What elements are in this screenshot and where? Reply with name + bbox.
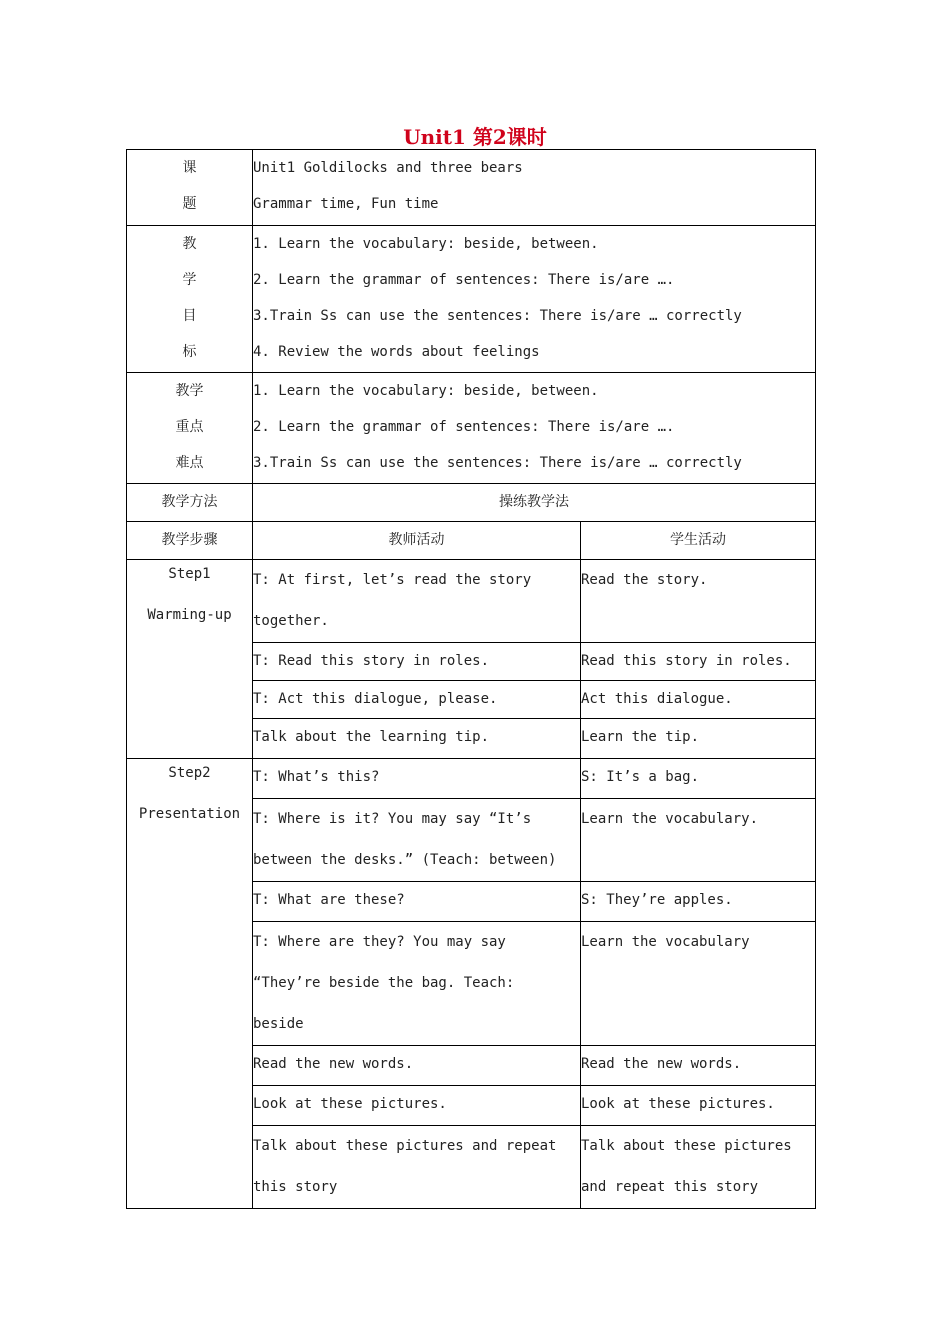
teacher-activity (253, 759, 581, 799)
lesson-plan-table (126, 149, 816, 1209)
key-point-line: 3.Train Ss can use the sentences: There is/are … correctly (253, 455, 742, 471)
method-value: 操练教学法 (253, 484, 816, 522)
student-activity (581, 922, 816, 1046)
activity-line: Learn the tip. (581, 729, 700, 745)
key-point-line: 2. Learn the grammar of sentences: There is/are …. (253, 419, 675, 435)
activity-line: Learn the vocabulary. (581, 811, 759, 827)
teacher-activity (253, 1046, 581, 1086)
teacher-activity (253, 681, 581, 719)
activity-line: Read the new words. (253, 1056, 414, 1072)
objectives-label (127, 226, 253, 373)
teacher-activity (253, 560, 581, 643)
topic-line: Grammar time, Fun time (253, 196, 439, 212)
step-stage: Presentation (138, 806, 241, 822)
student-activity (581, 1086, 816, 1126)
objectives-row (127, 226, 816, 373)
step2-row (127, 759, 816, 799)
teacher-activity (253, 1126, 581, 1209)
student-activity (581, 799, 816, 882)
activity-line: S: They’re apples. (581, 892, 733, 908)
student-activity (581, 560, 816, 643)
teacher-activity (253, 1086, 581, 1126)
student-activity (581, 681, 816, 719)
student-activity (581, 1046, 816, 1086)
step2-label (127, 759, 253, 1209)
method-label: 教学方法 (127, 484, 253, 522)
student-activity (581, 719, 816, 759)
teacher-activity (253, 922, 581, 1046)
key-point-line: 1. Learn the vocabulary: beside, between. (253, 383, 599, 399)
label-char: 教 (182, 236, 197, 252)
activity-line: T: What’s this? (253, 769, 380, 785)
label-char: 题 (182, 196, 197, 212)
topic-row (127, 150, 816, 226)
objective-line: 2. Learn the grammar of sentences: There is/are …. (253, 272, 675, 288)
objective-line: 4. Review the words about feelings (253, 344, 540, 360)
activity-line: this story (253, 1179, 338, 1195)
key-points-label (127, 373, 253, 484)
activity-line: beside (253, 1016, 304, 1032)
activity-line: and repeat this story (581, 1179, 759, 1195)
step1-row (127, 560, 816, 643)
page-title: Unit1 第2课时 (403, 125, 547, 149)
activity-line: Read this story in roles. (581, 653, 792, 669)
activity-line: Look at these pictures. (253, 1096, 447, 1112)
activity-line: between the desks.” (Teach: between) (253, 852, 557, 868)
label-char: 重点 (175, 419, 204, 435)
step-name: Step1 (168, 566, 211, 582)
activity-line: S: It’s a bag. (581, 769, 700, 785)
teacher-activity (253, 882, 581, 922)
steps-header-label: 教学步骤 (127, 522, 253, 560)
label-char: 标 (182, 344, 197, 360)
activity-line: T: Act this dialogue, please. (253, 691, 498, 707)
activity-line: T: What are these? (253, 892, 405, 908)
topic-line: Unit1 Goldilocks and three bears (253, 160, 523, 176)
step-name: Step2 (168, 765, 211, 781)
label-char: 课 (182, 160, 197, 176)
teacher-activity-header: 教师活动 (253, 522, 581, 560)
student-activity (581, 643, 816, 681)
teacher-activity (253, 643, 581, 681)
activity-line: Read the story. (581, 572, 708, 588)
objective-line: 1. Learn the vocabulary: beside, between. (253, 236, 599, 252)
activity-line: T: Where is it? You may say “It’s (253, 811, 532, 827)
activity-line: Look at these pictures. (581, 1096, 775, 1112)
label-char: 难点 (175, 455, 204, 471)
student-activity (581, 882, 816, 922)
label-char: 学 (182, 272, 197, 288)
label-char: 目 (182, 308, 197, 324)
step-stage: Warming-up (147, 607, 232, 623)
activity-line: together. (253, 613, 329, 629)
activity-line: “They’re beside the bag. Teach: (253, 975, 515, 991)
activity-line: T: At first, let’s read the story (253, 572, 532, 588)
student-activity (581, 759, 816, 799)
step1-label (127, 560, 253, 759)
key-points-content (253, 373, 816, 484)
key-points-row (127, 373, 816, 484)
activity-line: Learn the vocabulary (581, 934, 750, 950)
method-row (127, 484, 816, 522)
teacher-activity (253, 799, 581, 882)
teacher-activity (253, 719, 581, 759)
topic-content (253, 150, 816, 226)
activity-line: T: Where are they? You may say (253, 934, 506, 950)
activity-line: Talk about the learning tip. (253, 729, 490, 745)
topic-label (127, 150, 253, 226)
activity-line: Read the new words. (581, 1056, 742, 1072)
activity-line: Talk about these pictures and repeat (253, 1138, 557, 1154)
student-activity (581, 1126, 816, 1209)
activity-line: T: Read this story in roles. (253, 653, 490, 669)
label-char: 教学 (175, 383, 204, 399)
student-activity-header: 学生活动 (581, 522, 816, 560)
steps-header-row (127, 522, 816, 560)
objective-line: 3.Train Ss can use the sentences: There is/are … correctly (253, 308, 742, 324)
activity-line: Act this dialogue. (581, 691, 733, 707)
objectives-content (253, 226, 816, 373)
activity-line: Talk about these pictures (581, 1138, 792, 1154)
